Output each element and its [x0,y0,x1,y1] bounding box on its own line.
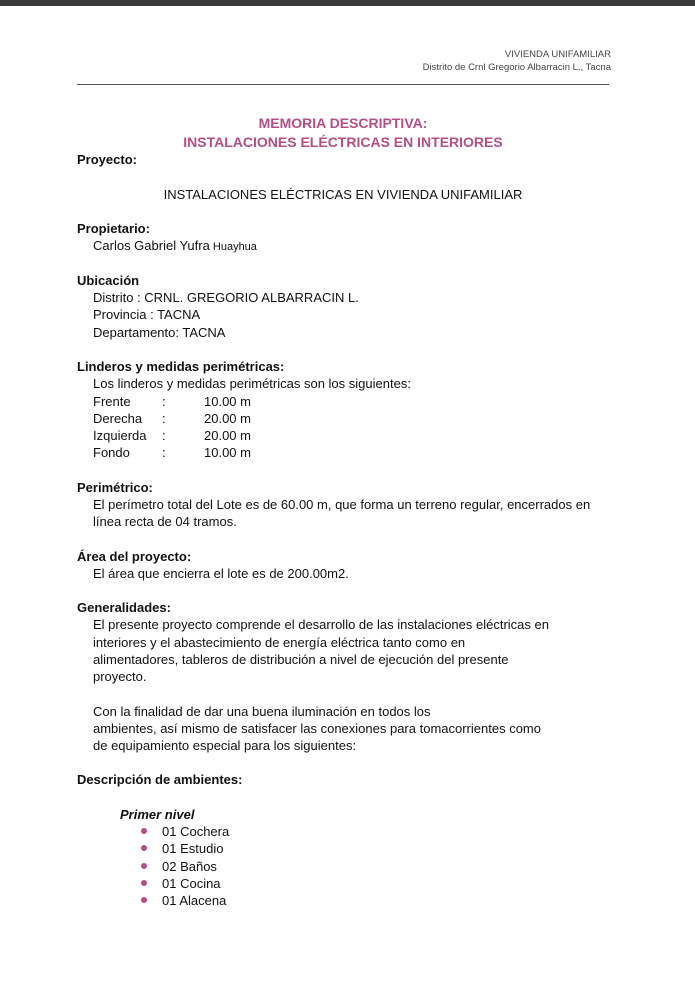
general-text-line: interiores y el abastecimiento de energía eléctrica tanto como en [93,635,466,650]
list-item-label: 01 Estudio [162,841,224,856]
boundary-value: 20.00 m [204,411,251,426]
section-heading-area: Área del proyecto: [77,549,192,564]
linderos-intro: Los linderos y medidas perimétricas son los siguientes: [93,376,411,391]
general-text-line: de equipamiento especial para los siguientes: [93,738,357,753]
section-heading-propietario: Propietario: [77,221,150,236]
general-text-line: proyecto. [93,669,147,684]
general-text-line: ambientes, así mismo de satisfacer las conexiones para tomacorrientes como [93,721,541,736]
owner-name [93,237,257,256]
window-top-bar [0,0,695,6]
level-heading: Primer nivel [120,807,195,822]
boundary-label: Derecha [93,411,143,426]
general-text-line: alimentadores, tableros de distribución a nivel de ejecución del presente [93,652,509,667]
location-department: Departamento: TACNA [93,325,226,340]
section-heading-proyecto: Proyecto: [77,152,137,167]
bullet-icon [141,897,147,903]
boundary-label: Fondo [93,445,130,460]
document-subtitle: INSTALACIONES ELÉCTRICAS EN INTERIORES [183,134,503,150]
boundary-separator: : [162,428,166,443]
boundary-value: 10.00 m [204,445,251,460]
owner-name-small: Huayhua [209,241,257,253]
page-header [423,49,611,74]
header-location: Distrito de Crnl Gregorio Albarracin L., Tacna [422,61,611,73]
section-heading-linderos: Linderos y medidas perimétricas: [77,359,285,374]
header-title: VIVIENDA UNIFAMILIAR [504,49,611,60]
boundary-value: 10.00 m [204,394,251,409]
boundary-label: Frente [93,394,131,409]
list-item-label: 01 Alacena [162,893,227,908]
general-text-line: El presente proyecto comprende el desarrollo de las instalaciones eléctricas en [93,617,549,632]
section-heading-ambientes: Descripción de ambientes: [77,772,243,787]
bullet-icon [141,845,147,851]
perimeter-text-line: línea recta de 04 tramos. [93,514,237,529]
section-heading-perimetro: Perimétrico: [77,480,153,495]
bullet-icon [141,863,147,869]
general-text-line: Con la finalidad de dar una buena iluminación en todos los [93,704,431,719]
document-title: MEMORIA DESCRIPTIVA: [258,115,428,131]
location-district: Distrito : CRNL. GREGORIO ALBARRACIN L. [93,290,359,305]
area-text: El área que encierra el lote es de 200.00m2. [93,566,349,581]
bullet-icon [141,828,147,834]
location-province: Provincia : TACNA [93,307,201,322]
boundary-value: 20.00 m [204,428,251,443]
owner-name-main: Carlos Gabriel Yufra [93,238,210,253]
list-item-label: 01 Cocina [162,876,221,891]
boundary-separator: : [162,394,166,409]
perimeter-text-line: El perímetro total del Lote es de 60.00 m, que forma un terreno regular, encerrados en [93,497,591,512]
boundary-label: Izquierda [93,428,147,443]
boundary-separator: : [162,445,166,460]
bullet-icon [141,880,147,886]
list-item-label: 01 Cochera [162,824,230,839]
project-name: INSTALACIONES ELÉCTRICAS EN VIVIENDA UNIFAMILIAR [163,187,523,202]
header-divider [77,84,609,85]
section-heading-ubicacion: Ubicación [77,273,140,288]
section-heading-generalidades: Generalidades: [77,600,171,615]
boundary-separator: : [162,411,166,426]
list-item-label: 02 Baños [162,859,217,874]
